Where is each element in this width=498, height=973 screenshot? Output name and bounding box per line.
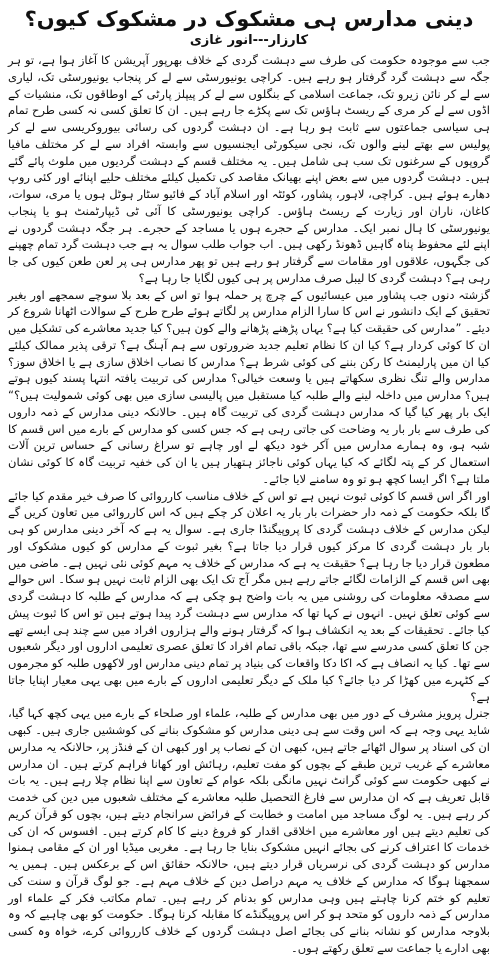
article-paragraph: جب سے موجودہ حکومت کی طرف سے دہشت گردی کے خلاف بھرپور آپریشن کا آغاز ہوا ہے، تو ہر جگہ سے دہشت گرد گرفتار ہو رہے ہیں۔ کراچی یونیورسٹی سے لے کر پنجاب یونیورسٹی تک، لیاری سے لے کر نائن زیرو تک، جماعت اسلامی کے بنگلوں سے لے کر پیپلز پارٹی کے اوطاقوں تک، منشیات کے اڈوں سے لے کر مری کے ریسٹ ہاؤس تک سے پکڑے جا رہے ہیں۔ ان کا تعلق کسی نہ کسی طرح تمام ہی سیاسی جماعتوں سے ثابت ہو رہا ہے۔ ان دہشت گردوں کی رسائی بیوروکریسی سے لے کر پولیس سے بھتے لینے والوں تک، نجی سیکورٹی ایجنسیوں سے وابستہ افراد سے لے کر مختلف مافیا گروپوں کے سرغنوں تک سب ہی شامل ہیں۔ یہ مختلف قسم کے دہشت گردیوں میں ملوث پائے گئے ہیں۔ دہشت گردوں میں سے بعض اپنے بھیانک مقاصد کی تکمیل کیلئے مختلف حلیے اپنائے اور کئی روپ دھارے ہوئے ہیں۔ کراچی، لاہور، پشاور، کوئٹہ اور اسلام آباد کے فائیو سٹار ہوٹل ہوں یا مری، سوات، کاغان، ناران اور زیارت کے ریسٹ ہاؤس۔ کراچی یونیورسٹی کا آئی ٹی ڈیپارٹمنٹ ہو یا پنجاب یونیورسٹی کا ہال نمبر ایک۔ مدارس کے حجرے ہوں یا مساجد کے حجرے۔ ہر جگہ دہشت گردوں نے اپنے لئے محفوظ پناہ گاہیں ڈھونڈ رکھی ہیں۔ اب جواب طلب سوال یہ ہے جب دہشت گرد تمام چھپنے کی جگہوں، علاقوں اور مقامات سے گرفتار ہو رہے ہیں تو پھر مدارس ہی پر لعن طعن کیوں کی جا رہی ہے؟ دہشت گردی کا لیبل صرف مدارس پر ہی کیوں لگایا جا رہا ہے؟ [8, 53, 490, 285]
author-name: انور غازی [189, 33, 253, 48]
article-paragraph: اور اگر اس قسم کا کوئی ثبوت نہیں ہے تو اس کے خلاف مناسب کارروائی کا صرف خیر مقدم کیا جائے گا بلکہ حکومت کے ذمہ دار حضرات بار بار یہ اعلان کر چکے ہیں کہ اس کارروائی میں تعاون کریں گے لیکن مدارس کے خلاف دہشت گردی کا پروپیگنڈا جاری ہے۔ سوال یہ ہے کہ آخر دینی مدارس کو ہی بار بار دہشت گردی کا مرکز کیوں قرار دیا جاتا ہے؟ بغیر ثبوت کے مدارس کو کیوں مشکوک اور مطعون قرار دیا جا رہا ہے؟ حقیقت یہ ہے کہ مدارس کے خلاف یہ مہم کوئی نئی نہیں ہے۔ ماضی میں بھی اس قسم کے الزامات لگائے جاتے رہے ہیں مگر آج تک ایک بھی الزام ثابت نہیں ہو سکا۔ اس حوالے سے مصدقہ معلومات کی روشنی میں یہ بات واضح ہو چکی ہے کہ مدارس کے طلبہ کا دہشت گردی سے کوئی تعلق نہیں۔ انہوں نے کہا تھا کہ مدارس سے دہشت گرد پیدا ہوتے ہیں تو اس کا ثبوت پیش کیا جائے۔ تحقیقات کے بعد یہ انکشاف ہوا کہ گرفتار ہونے والے ہزاروں افراد میں سے چند ہی ایسے تھے جن کا تعلق کسی مدرسے سے تھا، جبکہ باقی تمام افراد کا تعلق عصری تعلیمی اداروں اور دیگر شعبوں سے تھا۔ کیا یہ انصاف ہے کہ اکا دکا واقعات کی بنیاد پر تمام دینی مدارس اور لاکھوں طلبہ کو مجرموں کے کٹہرے میں کھڑا کر دیا جائے؟ کیا ملک کے دیگر تعلیمی اداروں کے بارے میں بھی یہی معیار اپنایا جاتا ہے؟ [8, 488, 490, 704]
column-name: کارزار [268, 33, 309, 48]
byline-separator: --- [252, 33, 269, 48]
byline [8, 32, 490, 50]
article-headline: دینی مدارس ہی مشکوک در مشکوک کیوں؟ [24, 7, 474, 31]
article-paragraph: گزشتہ دنوں جب پشاور میں عیسائیوں کے چرچ پر حملہ ہوا تو اس کے بعد بلا سوچے سمجھے اور بغیر تحقیق کے ایک دانشور نے اس کا سارا الزام مدارس پر لگاتے ہوئے طرح طرح کے سوالات اٹھانا شروع کر دیئے۔ ”مدارس کی حقیقت کیا ہے؟ یہاں پڑھنے پڑھانے والے کون ہیں؟ کیا جدید معاشرے کی تشکیل میں ان کا کوئی کردار ہے؟ کیا ان کا نظام تعلیم جدید ضرورتوں سے ہم آہنگ ہے؟ ترقی پذیر ممالک کیلئے کیا ان میں پارلیمنٹ کا رکن بننے کی کوئی شرط ہے؟ مدارس کا نصاب اخلاق سازی ہے یا اخلاق سوز؟ مدارس والے تنگ نظری سکھاتے ہیں یا وسعت خیالی؟ مدارس کی تربیت یافتہ انتہا پسند کیوں ہوتے ہیں؟ مدارس میں داخلہ لینے والے طلبہ کیا مستقبل میں پالیسی سازی میں بھی کوئی شمولیت ہیں؟“ ایک بار پھر کیا گیا کہ مدارس دہشت گردی کی تربیت گاہ ہیں۔ حالانکہ دینی مدارس کے ذمہ داروں کی طرف سے بار بار یہ وضاحت کی جاتی رہی ہے کہ جس کسی کو مدارس کے بارے میں اس قسم کا شبہ ہو، وہ ہمارے مدارس میں آکر خود دیکھ لے اور چاہے تو سراغ رسانی کے حساس ترین آلات استعمال کر کے پتہ لگائے کہ کیا یہاں کوئی ناجائز ہتھیار ہیں یا ان کی خفیہ تربیت گاہ کا کوئی نشان ملتا ہے؟ اگر ایسا کچھ ہو تو وہ سامنے لایا جائے۔ [8, 287, 490, 486]
article-paragraph: جنرل پرویز مشرف کے دور میں بھی مدارس کے طلبہ، علماء اور صلحاء کے بارے میں یہی کچھ کہا گیا، شاید یہی وجہ ہے کہ اس وقت سے ہی دینی مدارس کو مشکوک بنانے کی کوششیں جاری ہیں۔ کبھی ان کی اسناد پر سوال اٹھائے جاتے ہیں، کبھی ان کے نصاب پر اور کبھی ان کے فنڈز پر، حالانکہ یہ مدارس معاشرے کے غریب ترین طبقے کے بچوں کو مفت تعلیم، رہائش اور کھانا فراہم کرتے ہیں۔ ان مدارس نے کبھی حکومت سے کوئی گرانٹ نہیں مانگی بلکہ عوام کے تعاون سے اپنا نظام چلا رہے ہیں۔ یہ بات قابل تعریف ہے کہ ان مدارس سے فارغ التحصیل طلبہ معاشرے کے مختلف شعبوں میں دین کی خدمت کر رہے ہیں۔ یہ لوگ مساجد میں امامت و خطابت کے فرائض سرانجام دیتے ہیں، بچوں کو قرآن کریم کی تعلیم دیتے ہیں اور معاشرے میں اخلاقی اقدار کو فروغ دینے کا کام کرتے ہیں۔ افسوس کہ ان کی خدمات کا اعتراف کرنے کی بجائے انہیں مشکوک بنایا جا رہا ہے۔ مغربی میڈیا اور ان کے مقامی ہمنوا مدارس کو دہشت گردی کی نرسریاں قرار دیتے ہیں، حالانکہ حقائق اس کے برعکس ہیں۔ ہمیں یہ سمجھنا ہوگا کہ مدارس کے خلاف یہ مہم دراصل دین کے خلاف مہم ہے۔ جو لوگ قرآن و سنت کی تعلیم کو ختم کرنا چاہتے ہیں وہی مدارس کو بدنام کر رہے ہیں۔ تمام مکاتب فکر کے علماء اور مدارس کے ذمہ داروں کو متحد ہو کر اس پروپیگنڈے کا مقابلہ کرنا ہوگا۔ حکومت کو بھی چاہیے کہ وہ بلاوجہ مدارس کو نشانہ بنانے کی بجائے اصل دہشت گردوں کے خلاف کارروائی کرے، خواہ وہ کسی بھی ادارے یا جماعت سے تعلق رکھتے ہوں۔ [8, 706, 490, 955]
